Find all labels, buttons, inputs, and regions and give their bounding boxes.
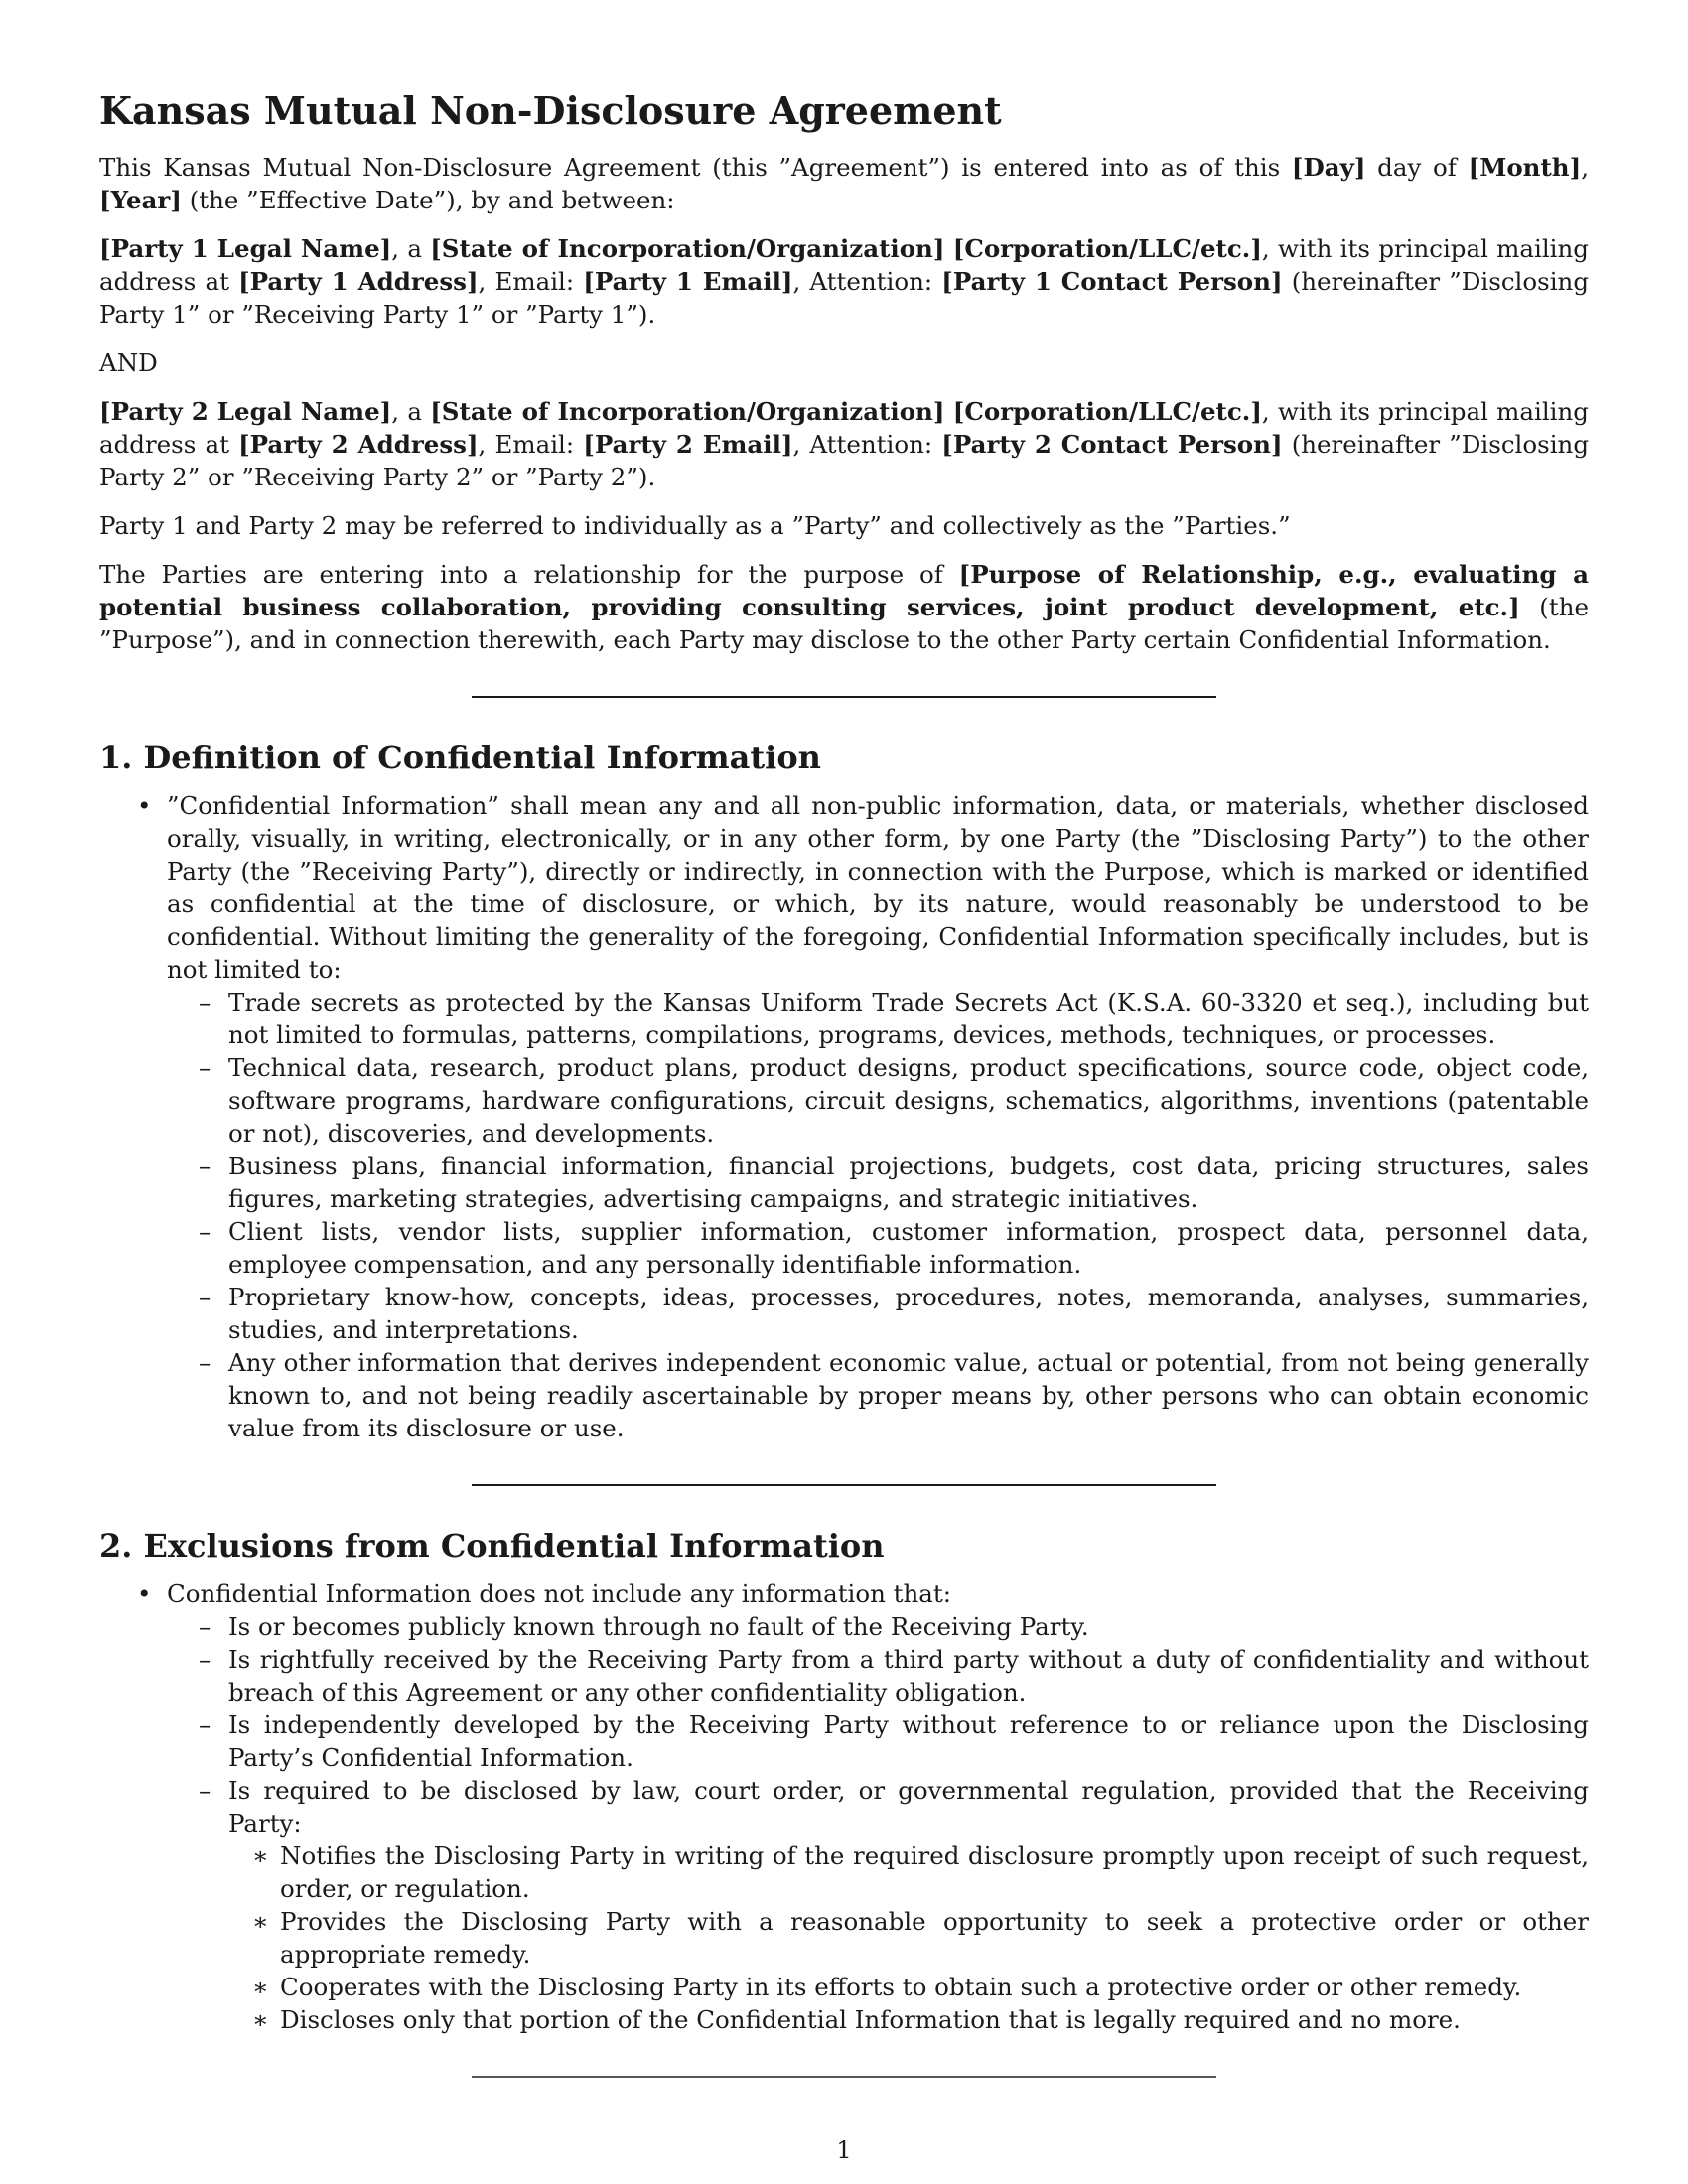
party1-text: , Attention:	[792, 267, 942, 296]
section-2-heading: 2. Exclusions from Confidential Information	[99, 1527, 885, 1565]
party1-name: [Party 1 Legal Name]	[99, 234, 392, 263]
party1-paragraph	[99, 232, 1589, 331]
list-item: ∗ Cooperates with the Disclosing Party in its efforts to obtain such a protective order or other remedy.	[280, 1971, 1589, 2003]
list-item: – Is independently developed by the Receiving Party without reference to or reliance upon the Disclosing Party’s Confidential Information.	[228, 1708, 1589, 1774]
list-item: ∗ Discloses only that portion of the Confidential Information that is legally required and no more.	[280, 2003, 1589, 2036]
horizontal-rule	[472, 2076, 1216, 2078]
bullet-text: Confidential Information does not include any information that:	[167, 1579, 952, 1608]
list-item: – Proprietary know-how, concepts, ideas, processes, procedures, notes, memoranda, analyses, summaries, studies, and interpretations.	[228, 1281, 1589, 1346]
party1-contact: [Party 1 Contact Person]	[941, 267, 1283, 296]
list-item: – Business plans, financial information, financial projections, budgets, cost data, pricing structures, sales figures, marketing strategies, advertising campaigns, and strategic initiatives.	[228, 1150, 1589, 1215]
party1-text	[944, 234, 952, 263]
party1-entity: [Corporation/LLC/etc.]	[952, 234, 1262, 263]
party1-text: (hereinafter ”Disclosing Party 1” or ”Receiving Party 1” or ”Party 1”).	[99, 267, 1590, 329]
purpose-placeholder: [Purpose of Relationship, e.g., evaluating a potential business collaboration, providing consulting services, joint product development, etc.]	[99, 560, 1589, 621]
party2-address: [Party 2 Address]	[238, 430, 479, 459]
bullet-text: ”Confidential Information” shall mean any and all non-public information, data, or materials, whether disclosed orally, visually, in writing, electronically, or in any other form, by one Party (the ”Disclosing Party”) to the other Party (the ”Receiving Party”), directly or indirectly, in connection with the Purpose, which is marked or identified as confidential at the time of disclosure, or which, by its nature, would reasonably be understood to be confidential. Without limiting the generality of the foregoing, Confidential Information specifically includes, but is not limited to:	[167, 791, 1589, 984]
list-item: – Trade secrets as protected by the Kansas Uniform Trade Secrets Act (K.S.A. 60-3320 et seq.), including but not limited to formulas, patterns, compilations, programs, devices, methods, techniques, or processes.	[228, 986, 1589, 1051]
list-item: – Technical data, research, product plans, product designs, product specifications, source code, object code, software programs, hardware configurations, circuit designs, schematics, algorithms, inventions (patentable or not), discoveries, and developments.	[228, 1051, 1589, 1150]
purpose-paragraph	[99, 558, 1589, 656]
intro-paragraph	[99, 151, 1589, 216]
section-2-list	[99, 1577, 1589, 2036]
party2-email: [Party 2 Email]	[583, 430, 793, 459]
list-item	[167, 1577, 1589, 2036]
intro-text: (the ”Effective Date”), by and between:	[181, 186, 675, 214]
list-item: ∗ Notifies the Disclosing Party in writing of the required disclosure promptly upon receipt of such request, order, or regulation.	[280, 1840, 1589, 1905]
list-item	[167, 789, 1589, 1444]
page-number: 1	[836, 2136, 852, 2164]
list-item: – Is or becomes publicly known through no fault of the Receiving Party.	[228, 1610, 1589, 1643]
purpose-text: (the ”Purpose”), and in connection therewith, each Party may disclose to the other Party certain Confidential Information.	[99, 593, 1589, 654]
and-separator: AND	[99, 348, 158, 377]
horizontal-rule	[472, 1484, 1216, 1486]
list-item	[228, 1774, 1589, 2036]
document-page	[99, 69, 1589, 2117]
list-item: – Any other information that derives independent economic value, actual or potential, from not being generally known to, and not being readily ascertainable by proper means by, other persons who can obtain economic value from its disclosure or use.	[228, 1346, 1589, 1444]
party2-name: [Party 2 Legal Name]	[99, 397, 392, 426]
document-title: Kansas Mutual Non-Disclosure Agreement	[99, 88, 1002, 133]
party2-text: , Attention:	[792, 430, 942, 459]
party2-entity: [Corporation/LLC/etc.]	[952, 397, 1262, 426]
intro-text: This Kansas Mutual Non-Disclosure Agreement (this ”Agreement”) is entered into as of this	[99, 153, 1292, 182]
party2-text: (hereinafter ”Disclosing Party 2” or ”Receiving Party 2” or ”Party 2”).	[99, 430, 1590, 491]
party2-paragraph	[99, 395, 1589, 493]
sub-list	[167, 986, 1589, 1444]
party1-address: [Party 1 Address]	[238, 267, 479, 296]
list-item-text: Is required to be disclosed by law, court order, or governmental regulation, provided that the Receiving Party:	[228, 1776, 1589, 1838]
party2-text	[944, 397, 952, 426]
list-item: – Is rightfully received by the Receiving Party from a third party without a duty of confidentiality and without breach of this Agreement or any other confidentiality obligation.	[228, 1643, 1589, 1708]
purpose-text: The Parties are entering into a relationship for the purpose of	[99, 560, 959, 589]
party1-text: , with its principal mailing address at	[99, 234, 1589, 296]
intro-text: day of	[1365, 153, 1469, 182]
parties-definition: Party 1 and Party 2 may be referred to individually as a ”Party” and collectively as the ”Parties.”	[99, 511, 1291, 540]
party2-text: , a	[391, 397, 431, 426]
party2-text: , with its principal mailing address at	[99, 397, 1589, 459]
section-1-list	[99, 789, 1589, 1444]
sub-sub-list	[228, 1840, 1589, 2036]
party1-state: [State of Incorporation/Organization]	[430, 234, 945, 263]
party1-text: , a	[391, 234, 431, 263]
horizontal-rule	[472, 696, 1216, 698]
party2-state: [State of Incorporation/Organization]	[430, 397, 945, 426]
sub-list	[167, 1610, 1589, 2036]
party1-email: [Party 1 Email]	[583, 267, 793, 296]
list-item: ∗ Provides the Disclosing Party with a reasonable opportunity to seek a protective order or other appropriate remedy.	[280, 1905, 1589, 1971]
section-1-heading: 1. Definition of Confidential Information	[99, 739, 821, 776]
year-placeholder: [Year]	[99, 186, 182, 214]
party2-text: , Email:	[478, 430, 584, 459]
intro-text: ,	[1581, 153, 1589, 182]
party2-contact: [Party 2 Contact Person]	[941, 430, 1283, 459]
month-placeholder: [Month]	[1468, 153, 1582, 182]
party1-text: , Email:	[478, 267, 584, 296]
day-placeholder: [Day]	[1291, 153, 1366, 182]
list-item: – Client lists, vendor lists, supplier information, customer information, prospect data, personnel data, employee compensation, and any personally identifiable information.	[228, 1215, 1589, 1281]
